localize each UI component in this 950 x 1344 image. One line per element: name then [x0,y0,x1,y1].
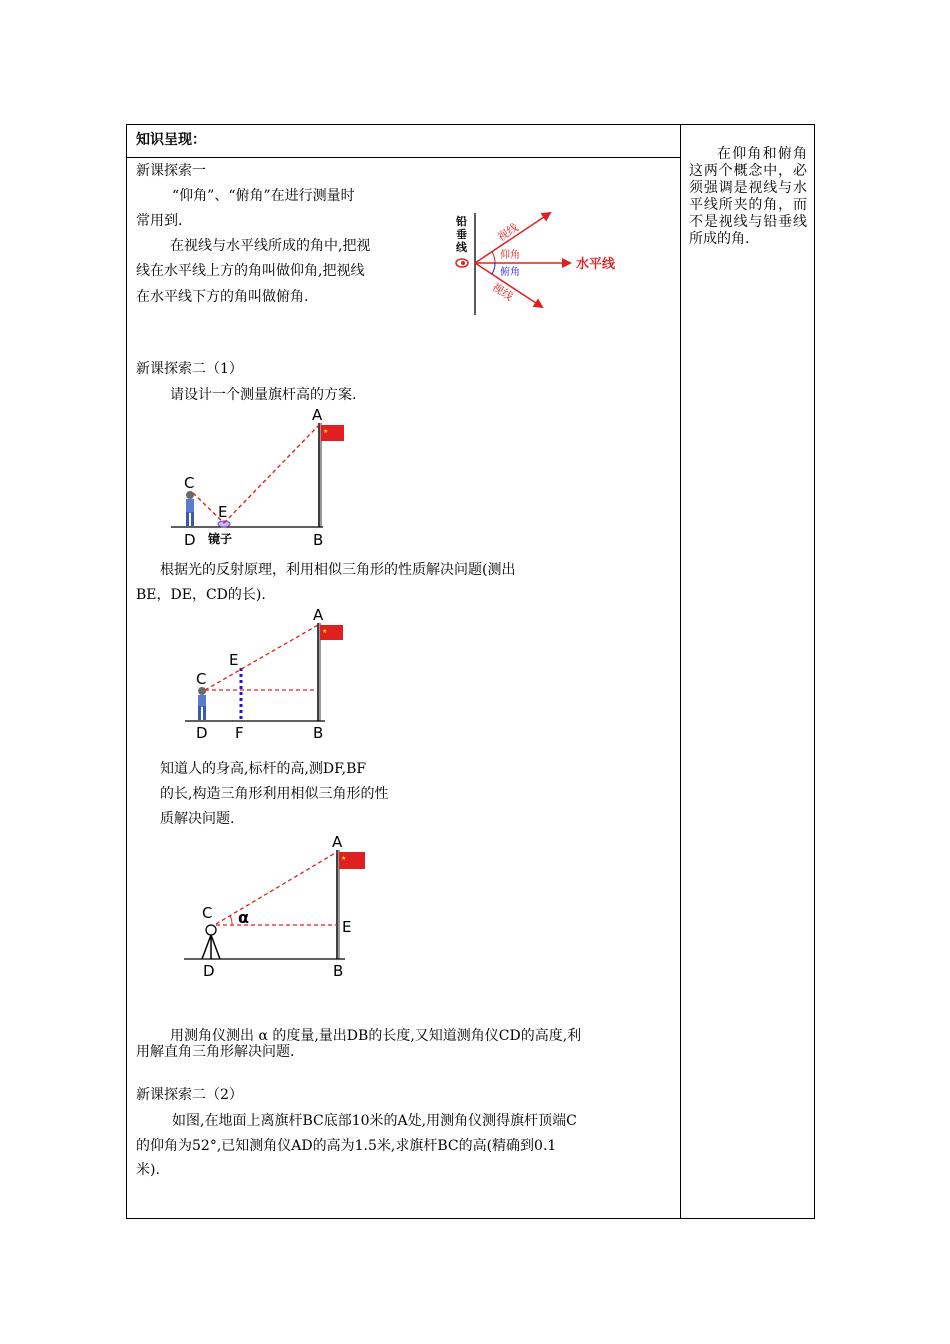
fig1-text-line2: BE，DE，CD的长). [136,587,266,603]
fig3-text-line2: 用解直角三角形解决问题. [136,1044,295,1060]
depression-angle-label: 俯角 [500,267,520,278]
table-border-right [814,124,815,1219]
point-F: F [235,724,244,742]
section2-prompt: 请设计一个测量旗杆高的方案. [170,387,357,403]
side-note: 在仰角和俯角这两个概念中，必须强调是视线与水平线所夹的角，而不是视线与铅垂线所成的角. [689,146,807,247]
point-B: B [313,724,324,742]
point-E: E [229,651,239,669]
point-C: C [196,670,207,688]
section1-heading: 新课探索一 [136,163,206,179]
fig1-text-line1: 根据光的反射原理，利用相似三角形的性质解决问题(测出 [160,562,516,578]
point-C: C [202,904,213,922]
table-column-divider [680,124,681,1219]
theodolite-method-figure [180,828,380,980]
angle-diagram [450,205,640,317]
elevation-angle-label: 仰角 [500,250,520,261]
mirror-method-figure [168,405,368,550]
flag-star: ★ [322,628,328,635]
table-border-top [126,124,815,125]
section1-line3: 在视线与水平线所成的角中,把视 [170,238,371,254]
vertical-label-2: 垂 [456,228,467,241]
table-border-bottom [126,1218,815,1219]
section3-line1: 如图,在地面上离旗杆BC底部10米的A处,用测角仪测得旗杆顶端C [172,1113,577,1129]
fig3-text-line1: 用测角仪测出 α 的度量,量出DB的长度,又知道测角仪CD的高度,利 [170,1028,582,1044]
mirror-label: 镜子 [208,532,233,546]
sight-line [205,625,318,690]
vertical-label-3: 线 [456,241,467,254]
section1-line1: “仰角”、“俯角”在进行测量时 [172,188,355,204]
point-E: E [342,918,352,936]
point-B: B [333,962,344,980]
person-figure [186,491,194,526]
flag-star: ★ [323,428,329,435]
depression-arc [492,263,495,274]
fig2-text-line1: 知道人的身高,标杆的高,测DF,BF [160,761,367,777]
point-D: D [184,531,196,549]
theodolite [202,925,220,959]
flag-star: ★ [341,855,347,862]
sight-up-label: 视线 [495,220,521,244]
point-B: B [313,531,324,549]
eye-icon [456,259,468,267]
horizontal-label: 水平线 [576,257,616,272]
fig2-text-line3: 质解决问题. [160,811,235,827]
point-D: D [196,724,208,742]
section1-line4: 线在水平线上方的角叫做仰角,把视线 [136,263,365,279]
point-C: C [184,474,195,492]
point-A: A [313,606,324,624]
header-title: 知识呈现： [136,132,206,148]
section3-line2: 的仰角为52°,已知测角仪AD的高为1.5米,求旗杆BC的高(精确到0.1 [136,1138,557,1154]
section3-heading: 新课探索二（2） [136,1087,243,1103]
ray-reflected [224,425,319,523]
alpha-arc [230,916,232,925]
section1-line5: 在水平线下方的角叫做俯角. [136,289,309,305]
point-E: E [218,503,228,521]
alpha-label: α [238,908,249,927]
fig2-text-line2: 的长,构造三角形利用相似三角形的性 [160,786,389,802]
vertical-label-1: 铅 [456,215,467,228]
sight-line [216,852,337,924]
pole-method-figure [180,605,360,745]
point-A: A [312,406,323,424]
section1-line2: 常用到. [136,213,183,229]
sight-down-label: 视线 [489,280,516,304]
person-figure [198,687,206,720]
point-A: A [332,833,343,851]
point-D: D [203,962,215,980]
elevation-arc [492,252,495,263]
table-border-left [126,124,127,1219]
section2-heading: 新课探索二（1） [136,361,243,377]
mirror [218,521,230,527]
section3-line3: 米). [136,1162,160,1178]
header-row-divider [126,157,681,158]
